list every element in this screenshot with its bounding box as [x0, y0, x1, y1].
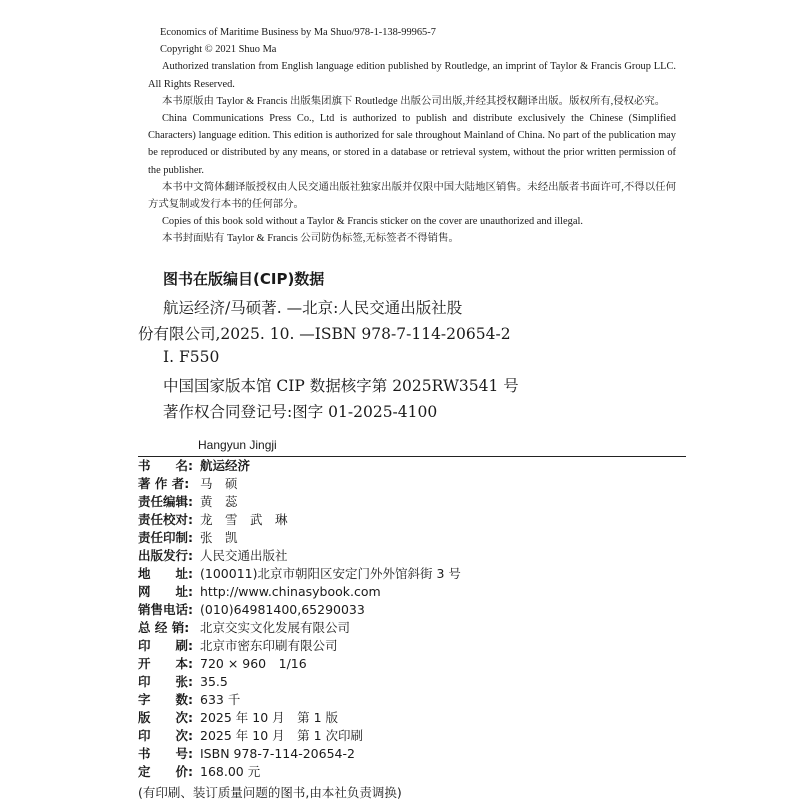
cip-classification: Ⅰ. F550 — [163, 348, 220, 366]
imprint-label: 定 价: — [138, 764, 193, 779]
original-edition-line: Economics of Maritime Business by Ma Shuo/978-1-138-99965-7 — [160, 27, 436, 38]
title-pinyin: Hangyun Jingji — [198, 438, 277, 452]
imprint-label: 地 址: — [138, 566, 193, 581]
sticker-notice-cn: 本书封面贴有 Taylor & Francis 公司防伪标签,无标签者不得销售。 — [162, 233, 459, 245]
imprint-value: ISBN 978-7-114-20654-2 — [200, 746, 355, 761]
copyright-contract-number: 著作权合同登记号:图字 01-2025-4100 — [163, 403, 438, 421]
cip-line-1: 航运经济/马硕著. —北京:人民交通出版社股 — [163, 299, 463, 317]
imprint-value: 黄 蕊 — [200, 494, 238, 509]
imprint-label: 书 名: — [138, 458, 193, 473]
imprint-label: 开 本: — [138, 656, 193, 671]
imprint-value: 马 硕 — [200, 476, 238, 491]
imprint-label: 版 次: — [138, 710, 193, 725]
imprint-value: 2025 年 10 月 第 1 版 — [200, 710, 339, 725]
imprint-value: http://www.chinasybook.com — [200, 584, 381, 599]
imprint-value: 北京交实文化发展有限公司 — [200, 620, 351, 635]
copyright-line: Copyright © 2021 Shuo Ma — [160, 44, 277, 56]
imprint-value: 航运经济 — [200, 458, 251, 473]
imprint-label: 印 刷: — [138, 638, 193, 653]
imprint-value: 龙 雪 武 琳 — [200, 512, 288, 527]
ccp-authorization: China Communications Press Co., Ltd is authorized to publish and distribute exclusively the Chinese (Simplified Characters) language edition. This edition is authorized for sale throughout Mainland of China. No part of the publication may be reproduced or distributed by any means, or stored in a database or retrieval system, without the prior written permission of the publisher. — [148, 113, 676, 176]
imprint-value: 168.00 元 — [200, 764, 261, 779]
imprint-label: 责任印制: — [138, 530, 193, 545]
cip-line-2: 份有限公司,2025. 10. —ISBN 978-7-114-20654-2 — [138, 325, 511, 343]
routledge-authorization: Authorized translation from English language edition published by Routledge, an imprint of Taylor & Francis Group LLC. All Rights Reserved. — [148, 61, 676, 90]
cip-title: 图书在版编目(CIP)数据 — [163, 270, 325, 288]
routledge-authorization-cn: 本书原版由 Taylor & Francis 出版集团旗下 Routledge 出版公司出版,并经其授权翻译出版。版权所有,侵权必究。 — [162, 95, 666, 107]
imprint-value: 人民交通出版社 — [200, 548, 288, 563]
imprint-label: 书 号: — [138, 746, 193, 761]
imprint-label: 网 址: — [138, 584, 193, 599]
cip-record-number: 中国国家版本馆 CIP 数据核字第 2025RW3541 号 — [163, 377, 519, 395]
imprint-value: 北京市密东印刷有限公司 — [200, 638, 338, 653]
imprint-value: (010)64981400,65290033 — [200, 602, 365, 617]
imprint-value: (100011)北京市朝阳区安定门外外馆斜街 3 号 — [200, 566, 461, 581]
imprint-label: 总 经 销: — [138, 620, 190, 635]
imprint-value: 633 千 — [200, 692, 241, 707]
imprint-label: 著 作 者: — [138, 476, 190, 491]
imprint-label: 责任编辑: — [138, 494, 193, 509]
sticker-notice: Copies of this book sold without a Taylor & Francis sticker on the cover are unauthorized and illegal. — [162, 216, 583, 228]
imprint-label: 字 数: — [138, 692, 193, 707]
imprint-label: 责任校对: — [138, 512, 193, 527]
imprint-label: 销售电话: — [138, 602, 193, 617]
imprint-value: 2025 年 10 月 第 1 次印刷 — [200, 728, 364, 743]
ccp-authorization-cn: 本书中文简体翻译版授权由人民交通出版社独家出版并仅限中国大陆地区销售。未经出版者书面许可,不得以任何方式复制或发行本书的任何部分。 — [148, 181, 676, 211]
imprint-label: 印 次: — [138, 728, 193, 743]
copyright-block — [148, 24, 676, 248]
imprint-value: 35.5 — [200, 674, 228, 689]
imprint-value: 张 凯 — [200, 530, 238, 545]
imprint-value: 720 × 960 1/16 — [200, 656, 307, 671]
quality-notice: (有印刷、装订质量问题的图书,由本社负责调换) — [138, 785, 402, 800]
imprint-label: 出版发行: — [138, 548, 193, 563]
imprint-label: 印 张: — [138, 674, 193, 689]
